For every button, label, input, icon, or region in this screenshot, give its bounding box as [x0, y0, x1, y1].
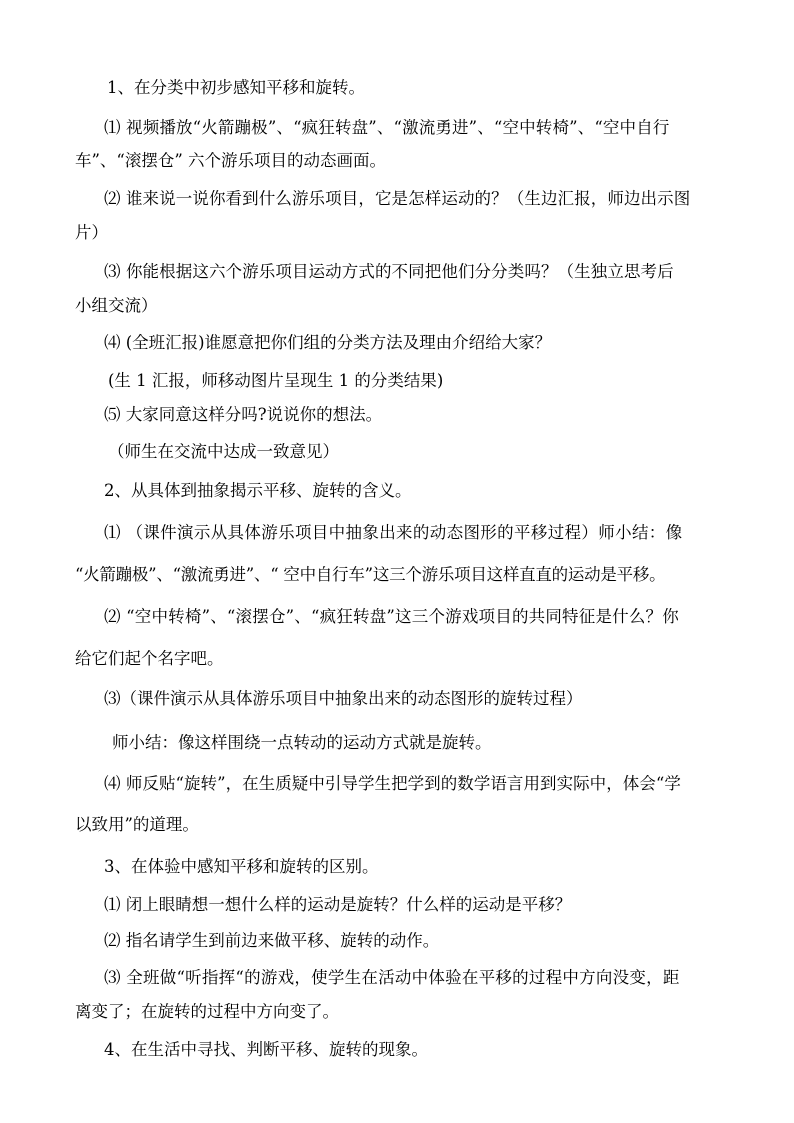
- paragraph-line: 片）: [75, 223, 108, 242]
- paragraph-line: 以致用”的道理。: [75, 815, 199, 834]
- paragraph-line: ⑵ 谁来说一说你看到什么游乐项目，它是怎样运动的？（生边汇报，师边出示图: [104, 189, 691, 208]
- paragraph-line: ⑷ (全班汇报)谁愿意把你们组的分类方法及理由介绍给大家？: [104, 333, 552, 352]
- section-4-heading: 4、在生活中寻找、判断平移、旋转的现象。: [104, 1040, 428, 1059]
- paragraph-line: ⑷ 师反贴“旋转”，在生质疑中引导学生把学到的数学语言用到实际中，体会“学: [104, 774, 681, 793]
- paragraph-line: ⑶ 全班做“听指挥“的游戏，使学生在活动中体验在平移的过程中方向没变，距: [104, 968, 680, 987]
- section-3-heading-text: 3、在体验中感知平移和旋转的区别。: [104, 857, 379, 876]
- paragraph-line: 车”、“滚摆仓” 六个游乐项目的动态画面。: [75, 151, 387, 170]
- paragraph-line: “火箭蹦极”、“激流勇进”、“ 空中自行车”这三个游乐项目这样直直的运动是平移。: [75, 565, 666, 584]
- paragraph-line: ⑴ （课件演示从具体游乐项目中抽象出来的动态图形的平移过程）师小结：像: [104, 523, 683, 542]
- paragraph-line: ⑴ 闭上眼睛想一想什么样的运动是旋转？什么样的运动是平移？: [104, 895, 572, 914]
- paragraph-line: (生 1 汇报，师移动图片呈现生 1 的分类结果): [108, 371, 444, 390]
- paragraph-line: ⑶ 你能根据这六个游乐项目运动方式的不同把他们分分类吗？（生独立思考后: [104, 262, 674, 281]
- section-2-heading: 2、从具体到抽象揭示平移、旋转的含义。: [104, 481, 412, 500]
- paragraph-line: 师小结：像这样围绕一点转动的运动方式就是旋转。: [112, 733, 492, 752]
- paragraph-line: 小组交流）: [75, 296, 158, 315]
- paragraph-line: 给它们起个名字吧。: [75, 649, 224, 668]
- paragraph-line: （师生在交流中达成一致意见）: [108, 442, 339, 461]
- paragraph-line: 离变了；在旋转的过程中方向变了。: [75, 1002, 339, 1021]
- paragraph-line: ⑶（课件演示从具体游乐项目中抽象出来的动态图形的旋转过程）: [104, 689, 583, 708]
- paragraph-line: ⑵ 指名请学生到前边来做平移、旋转的动作。: [104, 931, 440, 950]
- section-1-heading: 1、在分类中初步感知平移和旋转。: [107, 78, 365, 97]
- paragraph-line: ⑸ 大家同意这样分吗?说说你的想法。: [104, 405, 383, 424]
- section-3-heading: [104, 857, 379, 877]
- paragraph-line: ⑵ “空中转椅”、“滚摆仓”、“疯狂转盘”这三个游戏项目的共同特征是什么？你: [104, 607, 679, 626]
- paragraph-line: ⑴ 视频播放“火箭蹦极”、“疯狂转盘”、“激流勇进”、“空中转椅”、“空中自行: [104, 118, 670, 137]
